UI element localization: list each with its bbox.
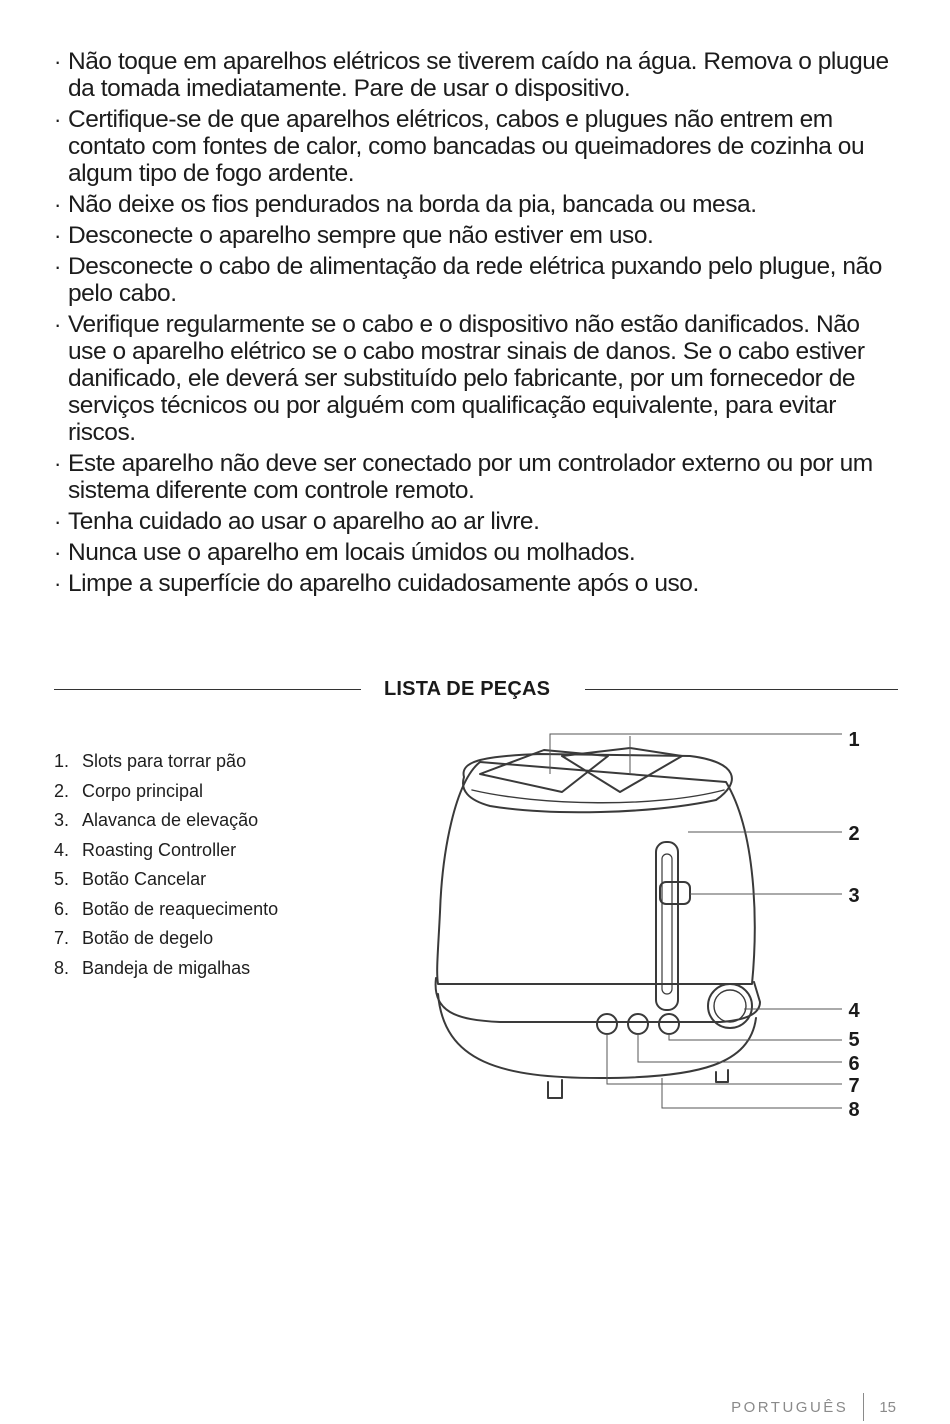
bullet-text: Nunca use o aparelho em locais úmidos ou molhados. <box>68 539 636 566</box>
bullet-text: Verifique regularmente se o cabo e o dispositivo não estão danificados. Não use o aparelho elétrico se o cabo mostrar sinais de danos. Se o cabo estiver danificado, ele deverá ser substituído pelo fabricante, por um fornecedor de serviços técnicos ou por alguém com qualificação equivalente, para evitar riscos. <box>68 311 865 446</box>
bullet-symbol: · <box>54 312 61 337</box>
toaster-foot <box>716 1070 728 1082</box>
toaster-diagram <box>420 722 890 1122</box>
list-item <box>54 222 900 249</box>
footer-language: PORTUGUÊS <box>731 1398 849 1416</box>
part-item <box>54 897 278 927</box>
leader-line-5 <box>669 1034 842 1040</box>
list-item <box>54 570 900 597</box>
list-item <box>54 253 900 307</box>
part-item <box>54 808 278 838</box>
part-label: Alavanca de elevação <box>82 810 259 830</box>
list-item <box>54 450 900 504</box>
footer-divider <box>863 1393 864 1421</box>
callout-6: 6 <box>848 1053 860 1075</box>
bullet-symbol: · <box>54 509 61 534</box>
part-label: Botão Cancelar <box>82 869 207 889</box>
list-item <box>54 48 900 102</box>
bullet-symbol: · <box>54 254 61 279</box>
bullet-text: Não deixe os fios pendurados na borda da pia, bancada ou mesa. <box>68 191 757 218</box>
bullet-symbol: · <box>54 451 61 476</box>
bullet-text: Limpe a superfície do aparelho cuidadosamente após o uso. <box>68 570 699 597</box>
bullet-symbol: · <box>54 540 61 565</box>
bullet-text: Desconecte o cabo de alimentação da rede elétrica puxando pelo plugue, não pelo cabo. <box>68 253 882 307</box>
bullet-text: Tenha cuidado ao usar o aparelho ao ar livre. <box>68 508 540 535</box>
part-item <box>54 867 278 897</box>
bullet-symbol: · <box>54 571 61 596</box>
part-number: 6. <box>54 898 70 919</box>
toaster-foot <box>548 1080 562 1098</box>
lever-handle <box>660 882 690 904</box>
part-label: Corpo principal <box>82 780 204 801</box>
part-number: 3. <box>54 810 70 830</box>
part-number: 4. <box>54 839 70 860</box>
divider-left <box>54 689 361 690</box>
list-item <box>54 106 900 187</box>
toaster-top <box>463 754 732 812</box>
bullet-text: Este aparelho não deve ser conectado por um controlador externo ou por um sistema diferente com controle remoto. <box>68 450 873 504</box>
part-number: 1. <box>54 751 70 771</box>
bullet-symbol: · <box>54 192 61 217</box>
bullet-text: Não toque em aparelhos elétricos se tiverem caído na água. Remova o plugue da tomada imediatamente. Pare de usar o dispositivo. <box>68 48 889 102</box>
part-label: Bandeja de migalhas <box>82 957 251 978</box>
part-number: 8. <box>54 957 70 978</box>
leader-line-8 <box>662 1078 842 1108</box>
part-label: Botão de degelo <box>82 928 214 948</box>
part-item <box>54 956 278 986</box>
callout-3: 3 <box>848 885 860 907</box>
part-number: 7. <box>54 928 70 948</box>
part-item <box>54 779 278 809</box>
toaster-body <box>437 762 755 984</box>
page-footer <box>731 1392 896 1422</box>
part-item <box>54 926 278 956</box>
bullet-symbol: · <box>54 107 61 132</box>
bullet-symbol: · <box>54 223 61 248</box>
part-item <box>54 838 278 868</box>
bullet-text: Certifique-se de que aparelhos elétricos, cabos e plugues não entrem em contato com fontes de calor, como bancadas ou queimadores de cozinha ou algum tipo de fogo ardente. <box>68 106 865 187</box>
part-label: Roasting Controller <box>82 839 237 860</box>
parts-list <box>54 749 278 985</box>
callout-4: 4 <box>848 1000 860 1022</box>
bullet-text: Desconecte o aparelho sempre que não estiver em uso. <box>68 222 654 249</box>
page-number: 15 <box>879 1398 896 1416</box>
callout-1: 1 <box>848 729 860 751</box>
section-title: LISTA DE PEÇAS <box>384 678 551 700</box>
part-item <box>54 749 278 779</box>
safety-instructions-list <box>54 48 900 601</box>
part-label: Botão de reaquecimento <box>82 898 279 919</box>
divider-right <box>585 689 898 690</box>
reheat-button <box>628 1014 648 1034</box>
callout-8: 8 <box>848 1099 860 1121</box>
part-number: 2. <box>54 780 70 801</box>
list-item <box>54 191 900 218</box>
bullet-symbol: · <box>54 49 61 74</box>
defrost-button <box>597 1014 617 1034</box>
list-item <box>54 539 900 566</box>
cancel-button <box>659 1014 679 1034</box>
list-item <box>54 311 900 446</box>
callout-7: 7 <box>848 1075 860 1097</box>
callout-2: 2 <box>848 823 860 845</box>
callout-5: 5 <box>848 1029 860 1051</box>
parts-section-header <box>54 676 898 704</box>
list-item <box>54 508 900 535</box>
part-number: 5. <box>54 869 70 889</box>
part-label: Slots para torrar pão <box>82 751 247 771</box>
